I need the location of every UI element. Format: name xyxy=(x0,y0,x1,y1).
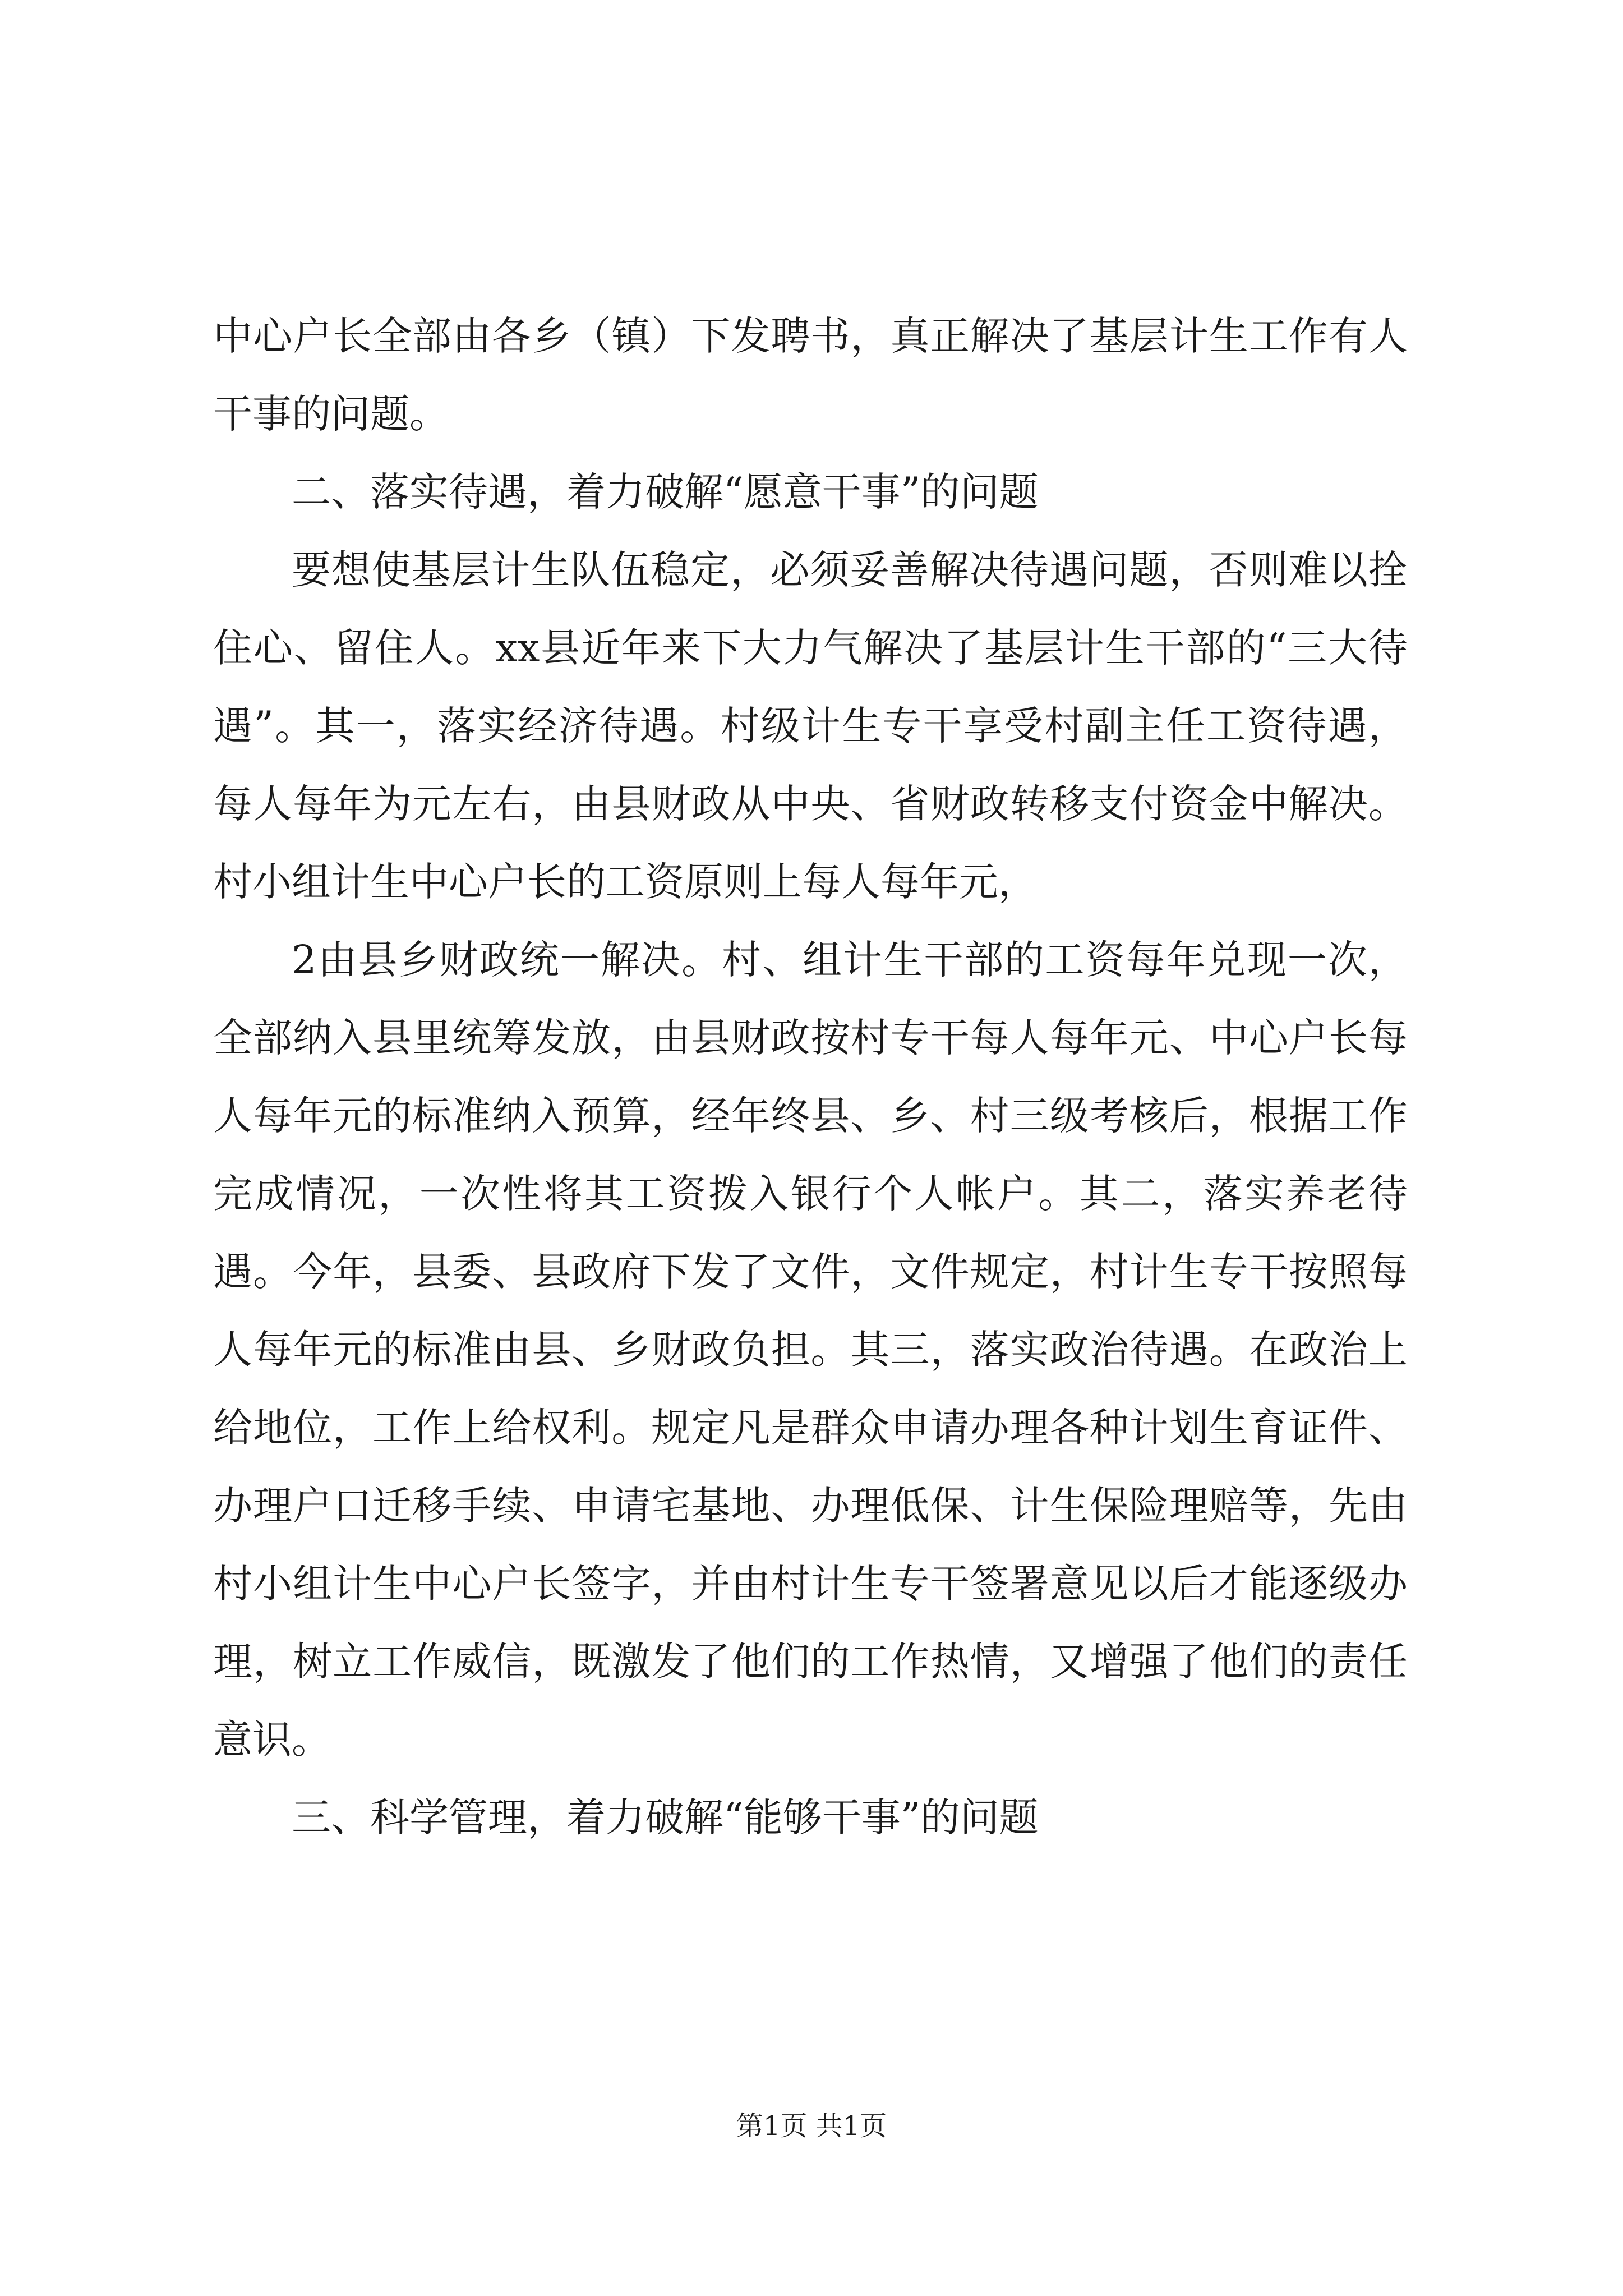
page-footer: 第1页 共1页 xyxy=(736,2110,887,2142)
paragraph-benefits: 要想使基层计生队伍稳定，必须妥善解决待遇问题，否则难以拴住心、留住人。xx县近年来下大力气解决了基层计生干部的“三大待遇”。其一，落实经济待遇。村级计生专干享受村副主任工资待遇，每人每年为元左右，由县财政从中央、省财政转移支付资金中解决。村小组计生中心户长的工资原则上每人每年元， xyxy=(213,547,1408,905)
paragraph-continuation: 中心户长全部由各乡（镇）下发聘书，真正解决了基层计生工作有人干事的问题。 xyxy=(213,313,1408,437)
document-body xyxy=(213,297,1408,1857)
section-heading-3: 三、科学管理，着力破解“能够干事”的问题 xyxy=(292,1795,1039,1841)
paragraph-benefits-continued: 2由县乡财政统一解决。村、组计生干部的工资每年兑现一次，全部纳入县里统筹发放，由县财政按村专干每人每年元、中心户长每人每年元的标准纳入预算，经年终县、乡、村三级考核后，根据工作完成情况，一次性将其工资拨入银行个人帐户。其二，落实养老待遇。今年，县委、县政府下发了文件，文件规定，村计生专干按照每人每年元的标准由县、乡财政负担。其三，落实政治待遇。在政治上给地位，工作上给权利。规定凡是群众申请办理各种计划生育证件、办理户口迁移手续、申请宅基地、办理低保、计生保险理赔等，先由村小组计生中心户长签字，并由村计生专干签署意见以后才能逐级办理，树立工作威信，既激发了他们的工作热情，又增强了他们的责任意识。 xyxy=(213,937,1408,1763)
section-heading-2: 二、落实待遇，着力破解“愿意干事”的问题 xyxy=(292,469,1039,515)
